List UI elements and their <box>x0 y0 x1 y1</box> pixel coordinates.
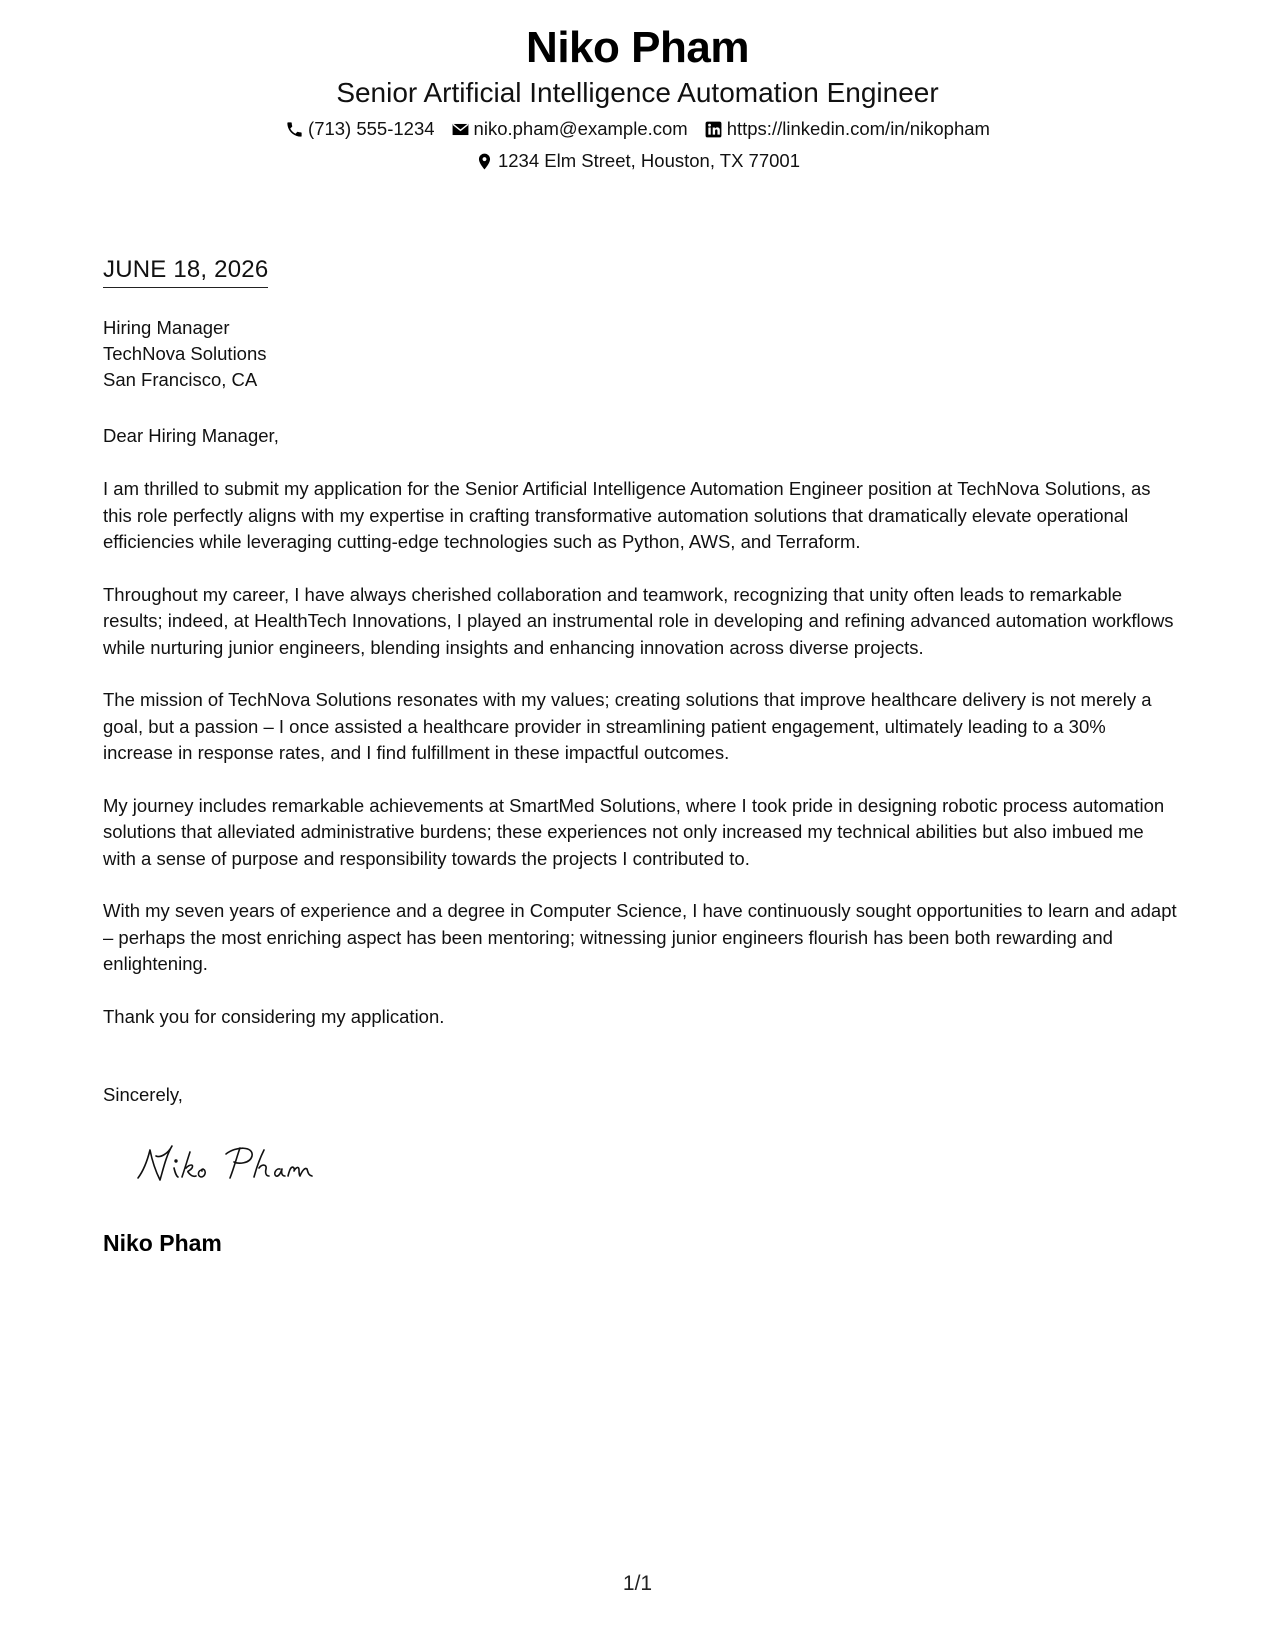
linkedin-icon <box>704 120 723 139</box>
applicant-name: Niko Pham <box>526 23 749 72</box>
letter-header <box>0 20 1275 174</box>
contact-linkedin[interactable] <box>704 116 990 142</box>
recipient-block <box>103 315 267 393</box>
email-address: niko.pham@example.com <box>473 118 688 139</box>
body-paragraph: Throughout my career, I have always cherished collaboration and teamwork, recognizing that unity often leads to remarkable results; indeed, at HealthTech Innovations, I played an instrumental role in developing and refining advanced automation workflows while nurturing junior engineers, blending insights and enhancing innovation across diverse projects. <box>103 583 1174 658</box>
signer-name: Niko Pham <box>103 1230 222 1256</box>
closing: Sincerely, <box>103 1084 183 1105</box>
handwritten-signature <box>130 1130 350 1200</box>
street-address: 1234 Elm Street, Houston, TX 77001 <box>497 150 800 171</box>
phone-number: (713) 555-1234 <box>308 118 435 139</box>
salutation: Dear Hiring Manager, <box>103 425 279 446</box>
body-paragraph: Thank you for considering my application. <box>103 1005 445 1027</box>
applicant-title: Senior Artificial Intelligence Automation Engineer <box>336 77 939 108</box>
address-row <box>0 148 1275 174</box>
contact-address <box>475 148 800 174</box>
recipient-line: TechNova Solutions <box>103 343 267 364</box>
body-paragraph: I am thrilled to submit my application for the Senior Artificial Intelligence Automation Engineer position at TechNova Solutions, as this role perfectly aligns with my expertise in crafting transformative automation solutions that dramatically elevate operational efficiencies while leveraging cutting-edge technologies such as Python, AWS, and Terraform. <box>103 478 1151 552</box>
letter-body <box>103 476 1178 1056</box>
contact-row <box>0 116 1275 142</box>
linkedin-url: https://linkedin.com/in/nikopham <box>726 118 990 139</box>
recipient-line: Hiring Manager <box>103 317 230 338</box>
phone-icon <box>285 120 304 139</box>
map-pin-icon <box>475 152 494 171</box>
contact-email[interactable] <box>451 116 688 142</box>
envelope-icon <box>451 120 470 139</box>
body-paragraph: The mission of TechNova Solutions resonates with my values; creating solutions that improve healthcare delivery is not merely a goal, but a passion – I once assisted a healthcare provider in streamlining patient engagement, ultimately leading to a 30% increase in response rates, and I find fulfillment in these impactful outcomes. <box>103 689 1152 763</box>
page-indicator: 1/1 <box>622 1572 653 1595</box>
body-paragraph: With my seven years of experience and a degree in Computer Science, I have continuously sought opportunities to learn and adapt – perhaps the most enriching aspect has been mentoring; witnessing junior engineers flourish has been both rewarding and enlightening. <box>103 900 1177 974</box>
recipient-line: San Francisco, CA <box>103 369 258 390</box>
body-paragraph: My journey includes remarkable achievements at SmartMed Solutions, where I took pride in designing robotic process automation solutions that alleviated administrative burdens; these experiences not only increased my technical abilities but also imbued me with a sense of purpose and responsibility towards the projects I contributed to. <box>103 794 1165 869</box>
letter-date: JUNE 18, 2026 <box>103 255 268 288</box>
contact-phone[interactable] <box>285 116 435 142</box>
